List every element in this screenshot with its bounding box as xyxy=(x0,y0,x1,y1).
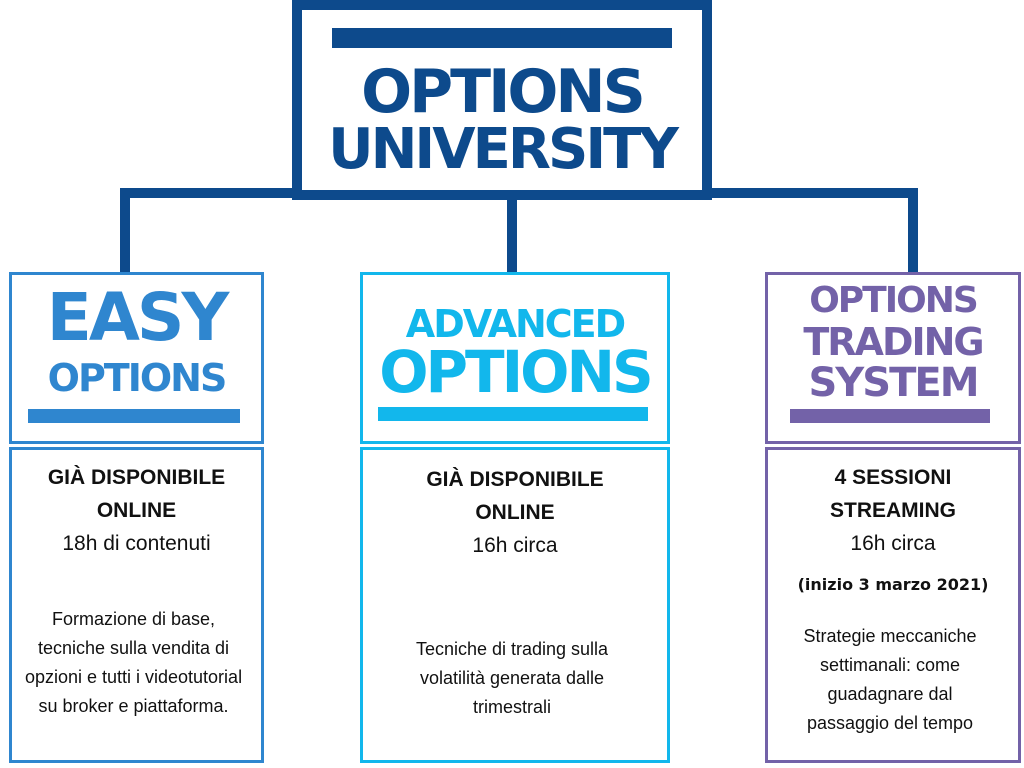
easy-options-logo xyxy=(9,272,264,444)
logo-line-1: OPTIONS xyxy=(361,57,643,127)
advanced-info-description: Tecniche di trading sulla volatilità generata dalle trimestrali xyxy=(415,639,609,717)
ots-info-description: Strategie meccaniche settimanali: come guadagnare dal passaggio del tempo xyxy=(803,626,977,733)
advanced-options-info xyxy=(360,447,670,763)
connector-center xyxy=(507,198,517,274)
advanced-options-logo xyxy=(360,272,670,444)
ots-info-title-2: STREAMING xyxy=(830,499,956,522)
easy-info-title-1: GIÀ DISPONIBILE xyxy=(47,466,226,489)
ots-info-title-1: 4 SESSIONI xyxy=(834,466,952,489)
advanced-info-duration: 16h circa xyxy=(472,534,558,557)
easy-info-duration: 18h di contenuti xyxy=(62,532,211,555)
advanced-info-title-1: GIÀ DISPONIBILE xyxy=(426,468,604,491)
options-trading-system-logo xyxy=(765,272,1021,444)
connector-right xyxy=(908,188,918,274)
options-university-logo xyxy=(292,0,712,200)
easy-logo-line-1: EASY xyxy=(46,279,227,356)
logo-bar xyxy=(332,28,672,48)
connector-left xyxy=(120,188,130,274)
ots-info-note: (inizio 3 marzo 2021) xyxy=(797,575,989,594)
advanced-info-title-2: ONLINE xyxy=(475,501,555,524)
ots-info-duration: 16h circa xyxy=(850,532,936,555)
easy-info-description: Formazione di base, tecniche sulla vendita di opzioni e tutti i videotutorial su broker e piattaforma. xyxy=(24,609,243,716)
easy-logo-bar xyxy=(28,409,240,423)
easy-info-title-2: ONLINE xyxy=(96,499,177,522)
ots-logo-bar xyxy=(790,409,990,423)
ots-logo-line-2: TRADING xyxy=(803,320,983,364)
advanced-logo-line-1: ADVANCED xyxy=(405,302,625,346)
advanced-logo-line-2: OPTIONS xyxy=(379,338,651,406)
easy-logo-line-2: OPTIONS xyxy=(47,356,226,400)
easy-options-info xyxy=(9,447,264,763)
options-trading-system-info xyxy=(765,447,1021,763)
advanced-logo-bar xyxy=(378,407,648,421)
logo-line-2: UNIVERSITY xyxy=(328,117,676,182)
ots-logo-line-1: OPTIONS xyxy=(809,280,977,321)
ots-logo-line-3: SYSTEM xyxy=(808,360,978,406)
